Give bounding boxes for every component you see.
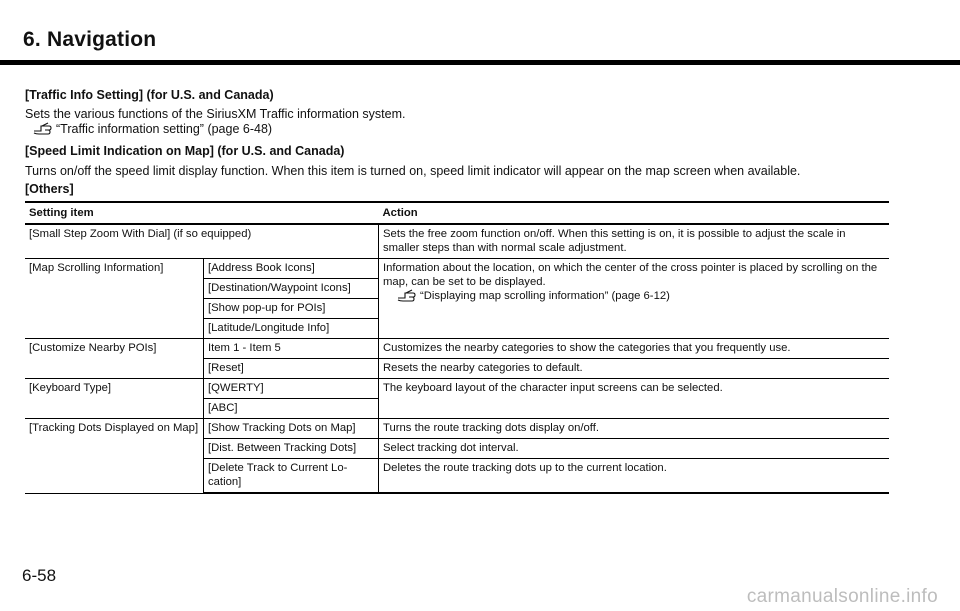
sub-delete-track: [Delete Track to Current Lo-cation] (204, 459, 379, 494)
setting-map-scrolling: [Map Scrolling Information] (25, 259, 204, 339)
table-row (25, 379, 889, 399)
map-scrolling-ref-text: “Displaying map scrolling information” (page 6-12) (420, 290, 670, 302)
setting-small-step-zoom: [Small Step Zoom With Dial] (if so equipped) (25, 224, 379, 259)
watermark: carmanualsonline.info (746, 586, 938, 607)
header-rule (0, 60, 960, 65)
table-row (25, 339, 889, 359)
header-setting-item: Setting item (25, 202, 379, 224)
setting-tracking-dots: [Tracking Dots Displayed on Map] (25, 419, 204, 494)
table-row (25, 224, 889, 259)
sub-item-1-5: Item 1 - Item 5 (204, 339, 379, 359)
sub-reset: [Reset] (204, 359, 379, 379)
action-show-tracking-dots: Turns the route tracking dots display on/off. (379, 419, 890, 439)
reference-hand-icon (33, 122, 53, 136)
action-map-scrolling-text: Information about the location, on which the center of the cross pointer is placed by scrolling on the map, can be set to be displayed. (383, 262, 878, 288)
traffic-info-ref-text: “Traffic information setting” (page 6-48) (56, 122, 273, 136)
sub-qwerty: [QWERTY] (204, 379, 379, 399)
traffic-info-reference (33, 122, 272, 136)
setting-customize-nearby-pois: [Customize Nearby POIs] (25, 339, 204, 379)
speed-limit-description: Turns on/off the speed limit display function. When this item is turned on, speed limit indicator will appear on the map screen when available. (25, 164, 801, 178)
action-map-scrolling (379, 259, 890, 339)
others-heading: [Others] (25, 182, 74, 196)
sub-show-tracking-dots: [Show Tracking Dots on Map] (204, 419, 379, 439)
speed-limit-heading: [Speed Limit Indication on Map] (for U.S. and Canada) (25, 144, 345, 158)
sub-latitude-longitude-info: [Latitude/Longitude Info] (204, 319, 379, 339)
action-delete-track: Deletes the route tracking dots up to the current location. (379, 459, 890, 494)
traffic-info-description: Sets the various functions of the SiriusXM Traffic information system. (25, 107, 406, 121)
table-row (25, 419, 889, 439)
chapter-title: 6. Navigation (23, 28, 157, 51)
action-dist-between-dots: Select tracking dot interval. (379, 439, 890, 459)
action-reset: Resets the nearby categories to default. (379, 359, 890, 379)
setting-keyboard-type: [Keyboard Type] (25, 379, 204, 419)
reference-hand-icon (397, 289, 417, 303)
header-action: Action (379, 202, 890, 224)
sub-address-book-icons: [Address Book Icons] (204, 259, 379, 279)
sub-destination-waypoint-icons: [Destination/Waypoint Icons] (204, 279, 379, 299)
settings-table (25, 201, 889, 494)
sub-dist-between-dots: [Dist. Between Tracking Dots] (204, 439, 379, 459)
sub-abc: [ABC] (204, 399, 379, 419)
sub-show-popup-pois: [Show pop-up for POIs] (204, 299, 379, 319)
action-small-step-zoom: Sets the free zoom function on/off. When this setting is on, it is possible to adjust the scale in smaller steps than with normal scale adjustment. (379, 224, 890, 259)
table-row (25, 259, 889, 279)
map-scrolling-reference (383, 289, 885, 303)
page-number: 6-58 (22, 566, 57, 585)
action-keyboard-type: The keyboard layout of the character input screens can be selected. (379, 379, 890, 419)
page-header (0, 0, 960, 70)
traffic-info-heading: [Traffic Info Setting] (for U.S. and Canada) (25, 88, 274, 102)
action-item-1-5: Customizes the nearby categories to show the categories that you frequently use. (379, 339, 890, 359)
